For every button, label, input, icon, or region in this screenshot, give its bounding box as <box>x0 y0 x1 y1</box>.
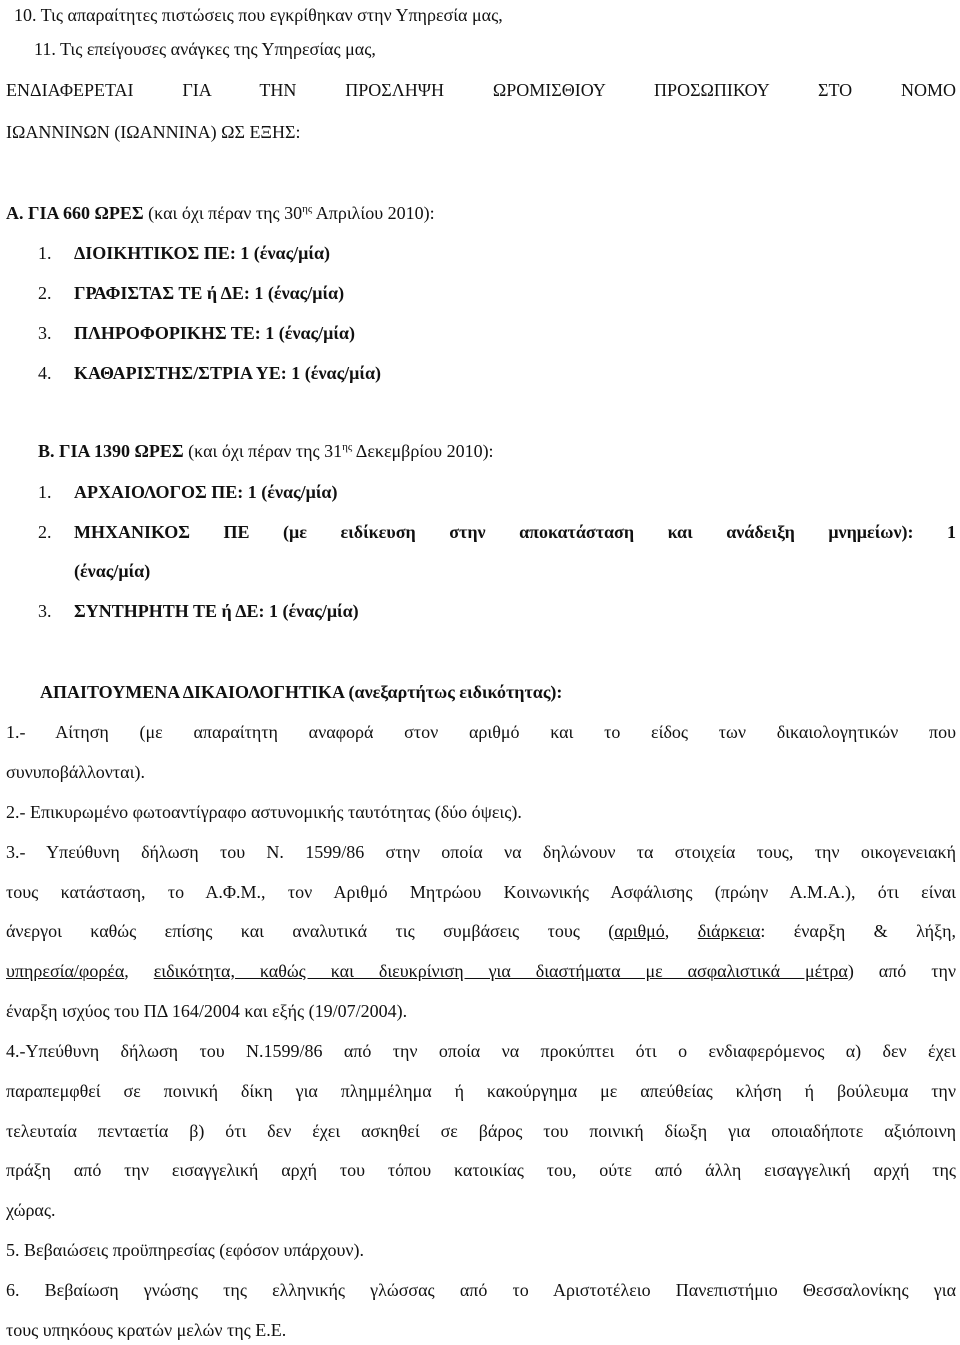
requirement-3-line-1: 3.- Υπεύθυνη δήλωση του Ν. 1599/86 στην οποία να δηλώνουν τα στοιχεία τους, την οικογενειακή <box>6 842 956 862</box>
requirement-6-line-1: 6. Βεβαίωση γνώσης της ελληνικής γλώσσας από το Αριστοτέλειο Πανεπιστήμιο Θεσσαλονίκης για <box>6 1280 956 1300</box>
list-item <box>38 242 52 264</box>
requirement-4-line-1: 4.-Υπεύθυνη δήλωση του Ν.1599/86 από την οποία να προκύπτει ότι ο ενδιαφερόμενος α) δεν έχει <box>6 1041 956 1061</box>
requirement-1-line-1: 1.- Αίτηση (με απαραίτητη αναφορά στον αριθμό και το είδος των δικαιολογητικών που <box>6 722 956 742</box>
section-a-suffix: Απριλίου 2010): <box>312 203 435 223</box>
requirement-4-line-4: πράξη από την εισαγγελική αρχή του τόπου κατοικίας του, ούτε από άλλη εισαγγελική αρχή της <box>6 1160 956 1180</box>
requirement-6-line-2: τους υπηκόους κρατών μελών της Ε.Ε. <box>6 1320 287 1340</box>
list-item-number: 1. <box>38 482 52 502</box>
list-item <box>38 322 52 344</box>
main-heading-line-2: ΙΩΑΝΝΙΝΩΝ (ΙΩΑΝΝΙΝΑ) ΩΣ ΕΞΗΣ: <box>6 122 301 142</box>
requirement-3-line-5: έναρξη ισχύος του ΠΔ 164/2004 και εξής (19/07/2004). <box>6 1001 408 1021</box>
requirements-heading: ΑΠΑΙΤΟΥΜΕΝΑ ΔΙΚΑΙΟΛΟΓΗΤΙΚΑ (ανεξαρτήτως ειδικότητας): <box>40 682 563 702</box>
requirement-4-line-3: τελευταία πενταετία β) ότι δεν έχει ασκηθεί σε βάρος του ποινική δίωξη για οποιαδήποτε αξιόποινη <box>6 1121 956 1141</box>
section-b-sup: ης <box>342 441 353 453</box>
section-a-text: (και όχι πέραν της 30 <box>143 203 303 223</box>
list-item-number: 2. <box>38 283 52 303</box>
requirement-1-line-2: συνυποβάλλονται). <box>6 762 145 782</box>
list-item-text: ΚΑΘΑΡΙΣΤΗΣ/ΣΤΡΙΑ ΥΕ: 1 (ένας/μία) <box>74 363 381 383</box>
requirement-2: 2.- Επικυρωμένο φωτοαντίγραφο αστυνομικής ταυτότητας (δύο όψεις). <box>6 802 522 822</box>
list-item-text: ΑΡΧΑΙΟΛΟΓΟΣ ΠΕ: 1 (ένας/μία) <box>74 482 338 502</box>
intro-item-10: 10. Τις απαραίτητες πιστώσεις που εγκρίθηκαν στην Υπηρεσία μας, <box>14 5 503 25</box>
requirement-3-line-4 <box>6 960 956 982</box>
underlined-text: ειδικότητα, καθώς και διευκρίνιση για διαστήματα με ασφαλιστικά μέτρα <box>153 961 848 981</box>
section-b-title <box>38 440 494 462</box>
underlined-text: υπηρεσία/φορέα <box>6 961 125 981</box>
requirement-3-line-2: τους κατάσταση, το Α.Φ.Μ., τον Αριθμό Μητρώου Κοινωνικής Ασφάλισης (πρώην Α.Μ.Α.), ότι είναι <box>6 882 956 902</box>
text: : έναρξη & λήξη, <box>760 921 956 941</box>
list-item-number: 3. <box>38 601 52 621</box>
requirement-4-line-2: παραπεμφθεί σε ποινική δίκη για πλημμέλημα ή κακούργημα με απεύθείας κλήση ή βούλευμα την <box>6 1081 956 1101</box>
section-b-suffix: Δεκεμβρίου 2010): <box>352 441 494 461</box>
text: άνεργοι καθώς επίσης και αναλυτικά τις συμβάσεις τους ( <box>6 921 615 941</box>
list-item-text: ΜΗΧΑΝΙΚΟΣ ΠΕ (με ειδίκευση στην αποκατάσταση και ανάδειξη μνημείων): 1 <box>74 522 956 542</box>
section-b-text: (και όχι πέραν της 31 <box>183 441 343 461</box>
list-item-number: 1. <box>38 243 52 263</box>
list-item-text: ΣΥΝΤΗΡΗΤΗ ΤΕ ή ΔΕ: 1 (ένας/μία) <box>74 601 359 621</box>
list-item-number: 2. <box>38 522 52 542</box>
requirement-4-line-5: χώρας. <box>6 1200 56 1220</box>
requirement-5: 5. Βεβαιώσεις προϋπηρεσίας (εφόσον υπάρχουν). <box>6 1240 365 1260</box>
text: , <box>664 921 698 941</box>
section-a-title <box>6 202 435 224</box>
text: , <box>124 961 154 981</box>
intro-item-11: 11. Τις επείγουσες ανάγκες της Υπηρεσίας μας, <box>34 39 376 59</box>
list-item-text: ΓΡΑΦΙΣΤΑΣ ΤΕ ή ΔΕ: 1 (ένας/μία) <box>74 283 345 303</box>
list-item-text: ΠΛΗΡΟΦΟΡΙΚΗΣ ΤΕ: 1 (ένας/μία) <box>74 323 355 343</box>
main-heading-line-1: ΕΝΔΙΑΦΕΡΕΤΑΙ ΓΙΑ ΤΗΝ ΠΡΟΣΛΗΨΗ ΩΡΟΜΙΣΘΙΟΥ ΠΡΟΣΩΠΙΚΟΥ ΣΤΟ ΝΟΜΟ <box>6 80 956 100</box>
requirement-3-line-3 <box>6 920 956 942</box>
section-a-sup: ης <box>302 203 313 215</box>
list-item-text-cont: (ένας/μία) <box>74 561 151 581</box>
list-item-number: 3. <box>38 323 52 343</box>
list-item-number: 4. <box>38 363 52 383</box>
section-a-prefix: Α. ΓΙΑ 660 ΩΡΕΣ <box>6 203 144 223</box>
list-item-text: ΔΙΟΙΚΗΤΙΚΟΣ ΠΕ: 1 (ένας/μία) <box>74 243 330 263</box>
section-b-prefix: Β. ΓΙΑ 1390 ΩΡΕΣ <box>38 441 184 461</box>
underlined-text: αριθμό <box>614 921 665 941</box>
list-item <box>38 282 52 304</box>
underlined-text: διάρκεια <box>697 921 761 941</box>
list-item <box>38 362 52 384</box>
text: ) από την <box>847 961 956 981</box>
